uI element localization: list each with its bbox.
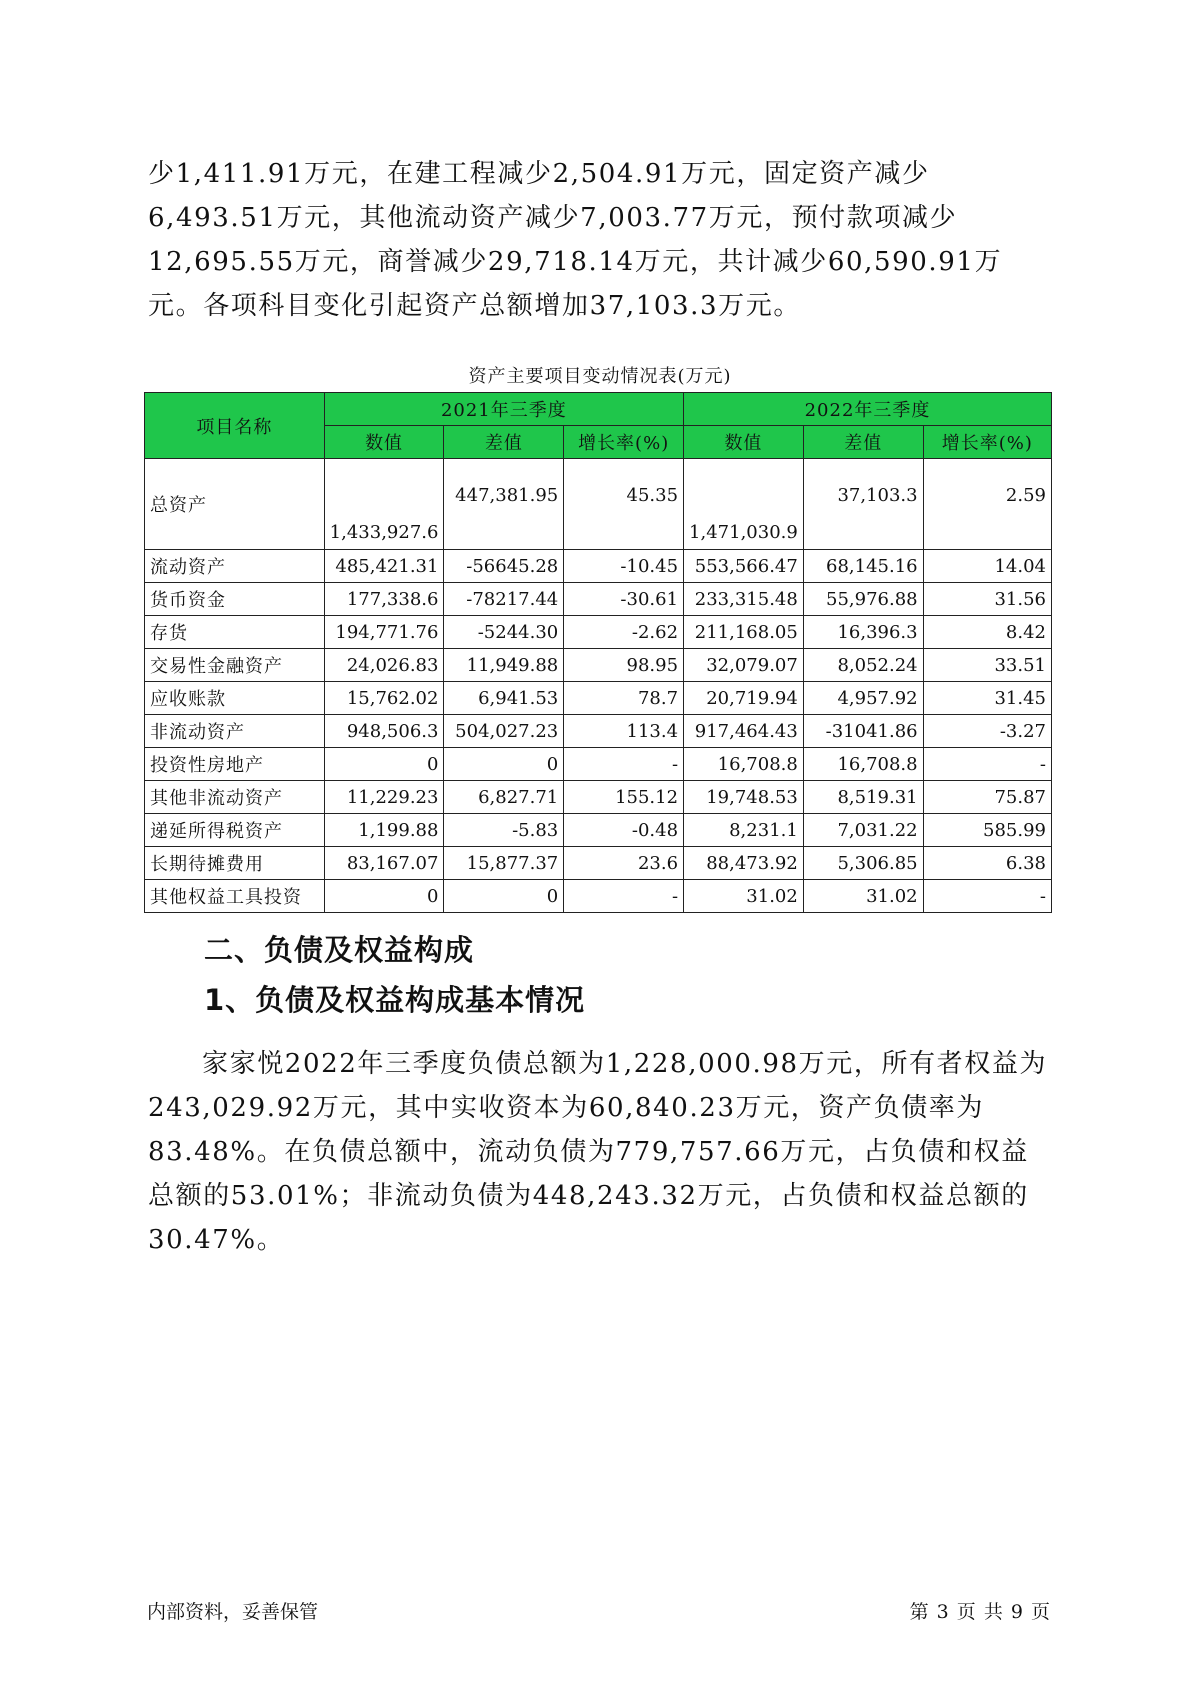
row-name: 交易性金融资产 <box>145 649 325 682</box>
table-row <box>145 814 1052 847</box>
rate-2022: - <box>923 748 1051 781</box>
table-row <box>145 880 1052 913</box>
value-2022: 16,708.8 <box>684 748 804 781</box>
value-2022: 917,464.43 <box>684 715 804 748</box>
row-name: 递延所得税资产 <box>145 814 325 847</box>
table-row <box>145 550 1052 583</box>
diff-2021: 11,949.88 <box>444 649 564 682</box>
rate-2022: 6.38 <box>923 847 1051 880</box>
table-row <box>145 847 1052 880</box>
header-rate-2021: 增长率(%) <box>564 426 684 459</box>
value-2022: 8,231.1 <box>684 814 804 847</box>
diff-2021: 0 <box>444 880 564 913</box>
rate-2022: 75.87 <box>923 781 1051 814</box>
diff-2022: 55,976.88 <box>803 583 923 616</box>
header-diff-2021: 差值 <box>444 426 564 459</box>
row-name: 非流动资产 <box>145 715 325 748</box>
value-2022: 31.02 <box>684 880 804 913</box>
diff-2021: 15,877.37 <box>444 847 564 880</box>
rate-2022: 585.99 <box>923 814 1051 847</box>
value-2021: 177,338.6 <box>324 583 444 616</box>
rate-2022: -3.27 <box>923 715 1051 748</box>
diff-2021: -5244.30 <box>444 616 564 649</box>
row-name: 总资产 <box>145 459 325 550</box>
section-heading: 二、负债及权益构成 <box>204 933 475 967</box>
table-row <box>145 616 1052 649</box>
row-name: 流动资产 <box>145 550 325 583</box>
table-row <box>145 781 1052 814</box>
footer-page-number: 第 3 页 共 9 页 <box>909 1601 1051 1623</box>
value-2021: 0 <box>324 880 444 913</box>
diff-2021: 0 <box>444 748 564 781</box>
value-2021: 24,026.83 <box>324 649 444 682</box>
header-item-name: 项目名称 <box>145 393 325 459</box>
diff-2022: 16,708.8 <box>803 748 923 781</box>
row-name: 货币资金 <box>145 583 325 616</box>
diff-2022: 68,145.16 <box>803 550 923 583</box>
value-2021: 948,506.3 <box>324 715 444 748</box>
value-2022: 211,168.05 <box>684 616 804 649</box>
diff-2021: -56645.28 <box>444 550 564 583</box>
diff-2021: -5.83 <box>444 814 564 847</box>
value-2021: 0 <box>324 748 444 781</box>
rate-2022: 8.42 <box>923 616 1051 649</box>
rate-2022: 31.45 <box>923 682 1051 715</box>
rate-2022: 14.04 <box>923 550 1051 583</box>
diff-2021: 6,941.53 <box>444 682 564 715</box>
rate-2022: - <box>923 880 1051 913</box>
diff-2022: 16,396.3 <box>803 616 923 649</box>
diff-2022: 31.02 <box>803 880 923 913</box>
value-2022: 20,719.94 <box>684 682 804 715</box>
diff-2022: 5,306.85 <box>803 847 923 880</box>
value-2022: 32,079.07 <box>684 649 804 682</box>
diff-2022: -31041.86 <box>803 715 923 748</box>
rate-2021: -10.45 <box>564 550 684 583</box>
diff-2021: -78217.44 <box>444 583 564 616</box>
row-name: 其他权益工具投资 <box>145 880 325 913</box>
value-2021: 83,167.07 <box>324 847 444 880</box>
value-2022: 553,566.47 <box>684 550 804 583</box>
rate-2021: -30.61 <box>564 583 684 616</box>
rate-2021: - <box>564 748 684 781</box>
diff-2021: 6,827.71 <box>444 781 564 814</box>
header-value-2021: 数值 <box>324 426 444 459</box>
rate-2021: -2.62 <box>564 616 684 649</box>
header-period-2021: 2021年三季度 <box>324 393 683 426</box>
diff-2021: 504,027.23 <box>444 715 564 748</box>
rate-2021: 113.4 <box>564 715 684 748</box>
rate-2021: 98.95 <box>564 649 684 682</box>
value-2022: 19,748.53 <box>684 781 804 814</box>
diff-2022: 37,103.3 <box>803 459 923 550</box>
header-rate-2022: 增长率(%) <box>923 426 1051 459</box>
table-row <box>145 649 1052 682</box>
table-row <box>145 748 1052 781</box>
rate-2022: 31.56 <box>923 583 1051 616</box>
row-name: 应收账款 <box>145 682 325 715</box>
rate-2021: - <box>564 880 684 913</box>
asset-change-table <box>144 392 1052 913</box>
header-period-2022: 2022年三季度 <box>684 393 1052 426</box>
value-2021: 1,199.88 <box>324 814 444 847</box>
body-paragraph: 家家悦2022年三季度负债总额为1,228,000.98万元，所有者权益为243,029.92万元，其中实收资本为60,840.23万元，资产负债率为83.48%。在负债总额中，流动负债为779,757.66万元，占负债和权益总额的53.01%；非流动负债为448,243.32万元，占负债和权益总额的30.47%。 <box>148 1049 1048 1255</box>
diff-2022: 8,519.31 <box>803 781 923 814</box>
value-2022: 233,315.48 <box>684 583 804 616</box>
table-row <box>145 715 1052 748</box>
diff-2022: 7,031.22 <box>803 814 923 847</box>
header-diff-2022: 差值 <box>803 426 923 459</box>
diff-2022: 8,052.24 <box>803 649 923 682</box>
diff-2021: 447,381.95 <box>444 459 564 550</box>
value-2022: 88,473.92 <box>684 847 804 880</box>
diff-2022: 4,957.92 <box>803 682 923 715</box>
rate-2021: 155.12 <box>564 781 684 814</box>
table-caption: 资产主要项目变动情况表(万元) <box>468 366 732 387</box>
rate-2022: 33.51 <box>923 649 1051 682</box>
rate-2021: 23.6 <box>564 847 684 880</box>
footer-confidential-note: 内部资料，妥善保管 <box>147 1601 319 1623</box>
row-name: 长期待摊费用 <box>145 847 325 880</box>
value-2021: 11,229.23 <box>324 781 444 814</box>
header-value-2022: 数值 <box>684 426 804 459</box>
value-2022: 1,471,030.9 <box>684 459 804 550</box>
value-2021: 1,433,927.6 <box>324 459 444 550</box>
subsection-heading: 1、负债及权益构成基本情况 <box>204 983 586 1017</box>
rate-2021: 45.35 <box>564 459 684 550</box>
row-name: 其他非流动资产 <box>145 781 325 814</box>
rate-2021: -0.48 <box>564 814 684 847</box>
table-row <box>145 583 1052 616</box>
value-2021: 194,771.76 <box>324 616 444 649</box>
rate-2021: 78.7 <box>564 682 684 715</box>
value-2021: 485,421.31 <box>324 550 444 583</box>
table-row <box>145 682 1052 715</box>
table-row <box>145 459 1052 550</box>
rate-2022: 2.59 <box>923 459 1051 550</box>
intro-paragraph: 少1,411.91万元，在建工程减少2,504.91万元，固定资产减少6,493.51万元，其他流动资产减少7,003.77万元，预付款项减少12,695.55万元，商誉减少29,718.14万元，共计减少60,590.91万元。各项科目变化引起资产总额增加37,103.3万元。 <box>148 159 1003 321</box>
row-name: 存货 <box>145 616 325 649</box>
value-2021: 15,762.02 <box>324 682 444 715</box>
row-name: 投资性房地产 <box>145 748 325 781</box>
